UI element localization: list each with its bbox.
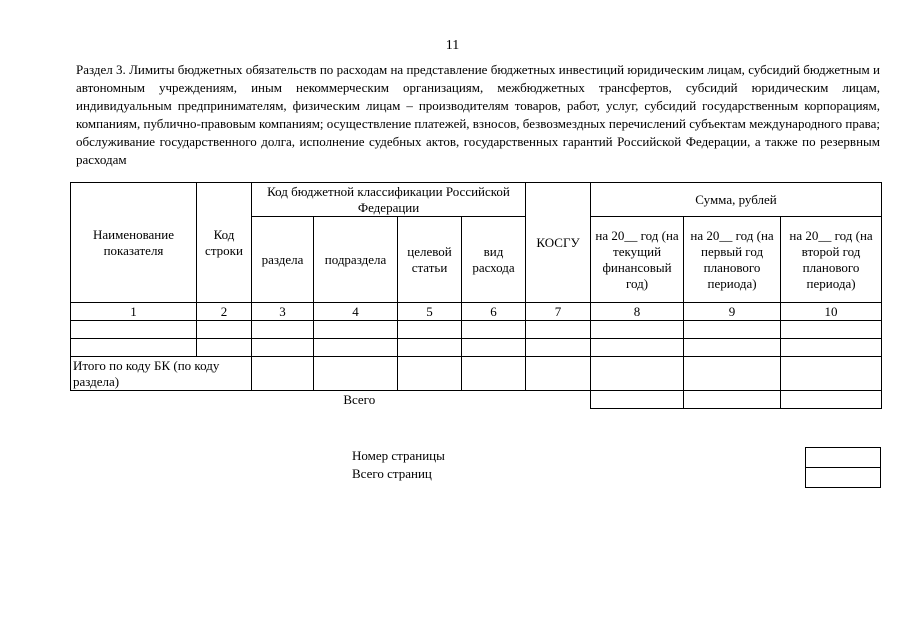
- table-cell[interactable]: [781, 339, 882, 357]
- table-cell[interactable]: [314, 357, 398, 391]
- table-cell[interactable]: [197, 339, 252, 357]
- table-cell[interactable]: [591, 339, 684, 357]
- column-number: 10: [781, 303, 882, 321]
- table-cell[interactable]: [462, 321, 526, 339]
- header-name: Наименование показателя: [71, 183, 197, 303]
- header-first-plan-year: на 20__ год (на первый год планового периода): [684, 217, 781, 303]
- header-section: раздела: [252, 217, 314, 303]
- table-cell[interactable]: [526, 321, 591, 339]
- table-cell[interactable]: [462, 339, 526, 357]
- page-number-box[interactable]: [806, 448, 881, 468]
- table-cell[interactable]: [684, 339, 781, 357]
- table-row: [71, 339, 882, 357]
- column-number: 1: [71, 303, 197, 321]
- grand-total-cell[interactable]: [591, 391, 684, 409]
- header-expense-type: вид расхода: [462, 217, 526, 303]
- page-count-boxes: [805, 447, 881, 488]
- total-pages-label: Всего страниц: [352, 466, 432, 481]
- table-cell[interactable]: [684, 357, 781, 391]
- table-cell[interactable]: [252, 357, 314, 391]
- column-number: 9: [684, 303, 781, 321]
- column-number: 7: [526, 303, 591, 321]
- section-title: Раздел 3. Лимиты бюджетных обязательств по расходам на представление бюджетных инвестиций юридическим лицам, субсидий бюджетным и автономным учреждениям, иным некоммерческим организациям, межбюджетных трансфертов, субсидий юридическим лицам, индивидуальным предпринимателям, физическим лицам – производителям товаров, работ, услуг, субсидий государственным корпорациям, компаниям, публично-правовым компаниям; осуществление платежей, взносов, безвозмездных перечислений субъектам международного права; обслуживание государственного долга, исполнение судебных актов, государственных гарантий Российской Федерации, а также по резервным расходам: [76, 62, 880, 167]
- table-cell[interactable]: [71, 339, 197, 357]
- table-cell[interactable]: [684, 321, 781, 339]
- page-number: 11: [445, 38, 460, 53]
- grand-total-cell[interactable]: [781, 391, 882, 409]
- table-cell[interactable]: [781, 321, 882, 339]
- table-cell[interactable]: [526, 357, 591, 391]
- header-row-code: Код строки: [197, 183, 252, 303]
- table-cell[interactable]: [398, 357, 462, 391]
- column-number: 5: [398, 303, 462, 321]
- table-cell[interactable]: [252, 339, 314, 357]
- table-cell[interactable]: [781, 357, 882, 391]
- page-count-labels: [352, 447, 445, 483]
- header-subsection: подраздела: [314, 217, 398, 303]
- column-number-row: [71, 303, 882, 321]
- table-cell[interactable]: [197, 321, 252, 339]
- header-kosgu: КОСГУ: [526, 183, 591, 303]
- table-row: [71, 321, 882, 339]
- budget-limits-table: [70, 182, 882, 409]
- table-cell[interactable]: [71, 321, 197, 339]
- grand-total-label: Всего: [343, 391, 376, 407]
- column-number: 4: [314, 303, 398, 321]
- table-cell[interactable]: [314, 321, 398, 339]
- column-number: 6: [462, 303, 526, 321]
- grand-total-cell[interactable]: [684, 391, 781, 409]
- header-target: целевой статьи: [398, 217, 462, 303]
- grand-total-row: [71, 391, 882, 409]
- total-pages-box[interactable]: [806, 468, 881, 488]
- column-number: 3: [252, 303, 314, 321]
- page-number-label: Номер страницы: [352, 448, 445, 463]
- total-by-section-row: [71, 357, 882, 391]
- table-cell[interactable]: [462, 357, 526, 391]
- table-cell[interactable]: [398, 339, 462, 357]
- header-sum-group: Сумма, рублей: [591, 183, 882, 217]
- table-cell[interactable]: [398, 321, 462, 339]
- header-second-plan-year: на 20__ год (на второй год планового периода): [781, 217, 882, 303]
- column-number: 8: [591, 303, 684, 321]
- header-current-year: на 20__ год (на текущий финансовый год): [591, 217, 684, 303]
- table-cell[interactable]: [591, 357, 684, 391]
- table-cell[interactable]: [526, 339, 591, 357]
- table-cell[interactable]: [591, 321, 684, 339]
- column-number: 2: [197, 303, 252, 321]
- header-bk-group: Код бюджетной классификации Российской Федерации: [252, 183, 526, 217]
- table-cell[interactable]: [314, 339, 398, 357]
- total-by-section-label: Итого по коду БК (по коду раздела): [71, 357, 252, 391]
- table-cell[interactable]: [252, 321, 314, 339]
